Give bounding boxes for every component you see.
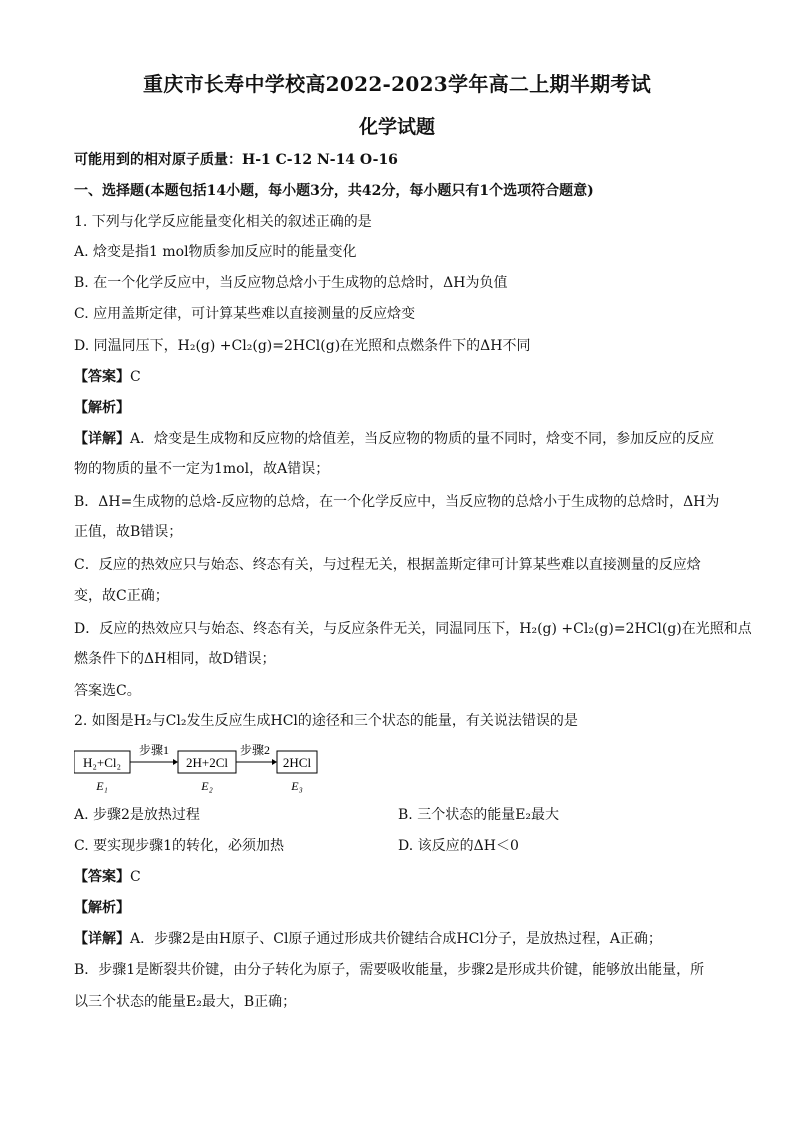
- q1-option-c: C. 应用盖斯定律，可计算某些难以直接测量的反应焓变: [74, 306, 416, 322]
- q2-detail-b2: 以三个状态的能量E₂最大，B正确；: [74, 994, 297, 1010]
- q2-answer: 【答案】C: [74, 869, 141, 885]
- q2-option-d: D. 该反应的ΔH＜0: [398, 838, 519, 854]
- q1-detail-d1: D．反应的热效应只与始态、终态有关，与反应条件无关，同温同压下，H₂(g) +Cl₂(g)=2HCl(g)在光照和点: [74, 621, 752, 637]
- step1-label: 步骤1: [138, 743, 170, 757]
- q1-detail-c2: 变，故C正确；: [74, 588, 169, 604]
- page-title: 重庆市长寿中学校高2022-2023学年高二上期半期考试: [142, 72, 652, 96]
- atomic-masses-note: 可能用到的相对原子质量：H-1 C-12 N-14 O-16: [74, 152, 398, 168]
- q1-detail-a2: 物的物质的量不一定为1mol，故A错误；: [74, 461, 330, 477]
- energy-label-e2: E₂: [201, 779, 213, 793]
- q1-option-b: B. 在一个化学反应中，当反应物总焓小于生成物的总焓时，ΔH为负值: [74, 275, 508, 291]
- q1-detail-b1: B．ΔH=生成物的总焓-反应物的总焓，在一个化学反应中，当反应物的总焓小于生成物的总焓时，ΔH为: [74, 494, 720, 510]
- energy-label-e3: E₃: [291, 779, 303, 793]
- q1-option-a: A. 焓变是指1 mol物质参加反应时的能量变化: [74, 244, 357, 260]
- q2-detail-b1: B．步骤1是断裂共价键，由分子转化为原子，需要吸收能量，步骤2是形成共价键，能够放出能量，所: [74, 962, 705, 978]
- q2-detail-a: 【详解】A．步骤2是由H原子、Cl原子通过形成共价键结合成HCl分子，是放热过程，A正确；: [74, 931, 662, 947]
- q2-option-a: A. 步骤2是放热过程: [74, 807, 200, 823]
- arrowhead-step1: [173, 759, 178, 765]
- step2-label: 步骤2: [239, 743, 271, 757]
- energy-label-e1: E₁: [96, 779, 108, 793]
- q1-answer: 【答案】C: [74, 369, 141, 385]
- q1-conclusion: 答案选C。: [74, 683, 141, 699]
- reaction-pathway-diagram: [74, 742, 334, 794]
- arrowhead-step2: [272, 759, 277, 765]
- q1-detail-c1: C．反应的热效应只与始态、终态有关，与过程无关，根据盖斯定律可计算某些难以直接测量的反应焓: [74, 557, 701, 573]
- q1-analysis-label: 【解析】: [74, 400, 130, 416]
- page-subtitle: 化学试题: [358, 116, 435, 138]
- q2-option-b: B. 三个状态的能量E₂最大: [398, 807, 560, 823]
- q2-option-c: C. 要实现步骤1的转化，必须加热: [74, 838, 285, 854]
- section-heading: 一、选择题(本题包括14小题，每小题3分，共42分，每小题只有1个选项符合题意): [74, 183, 594, 199]
- q1-detail-b2: 正值，故B错误；: [74, 524, 183, 540]
- q2-analysis-label: 【解析】: [74, 900, 130, 916]
- q2-stem: 2. 如图是H₂与Cl₂发生反应生成HCl的途径和三个状态的能量，有关说法错误的是: [74, 713, 578, 729]
- q1-detail-d2: 燃条件下的ΔH相同，故D错误；: [74, 651, 276, 667]
- q1-detail-a1: 【详解】A．焓变是生成物和反应物的焓值差，当反应物的物质的量不同时，焓变不同，参加反应的反应: [74, 431, 715, 447]
- state-label-2: 2H+2Cl: [185, 755, 229, 770]
- q1-stem: 1. 下列与化学反应能量变化相关的叙述正确的是: [74, 214, 372, 230]
- state-label-1: H₂+Cl₂: [82, 755, 122, 770]
- state-label-3: 2HCl: [282, 755, 312, 770]
- q1-option-d: D. 同温同压下，H₂(g) +Cl₂(g)=2HCl(g)在光照和点燃条件下的ΔH不同: [74, 338, 531, 354]
